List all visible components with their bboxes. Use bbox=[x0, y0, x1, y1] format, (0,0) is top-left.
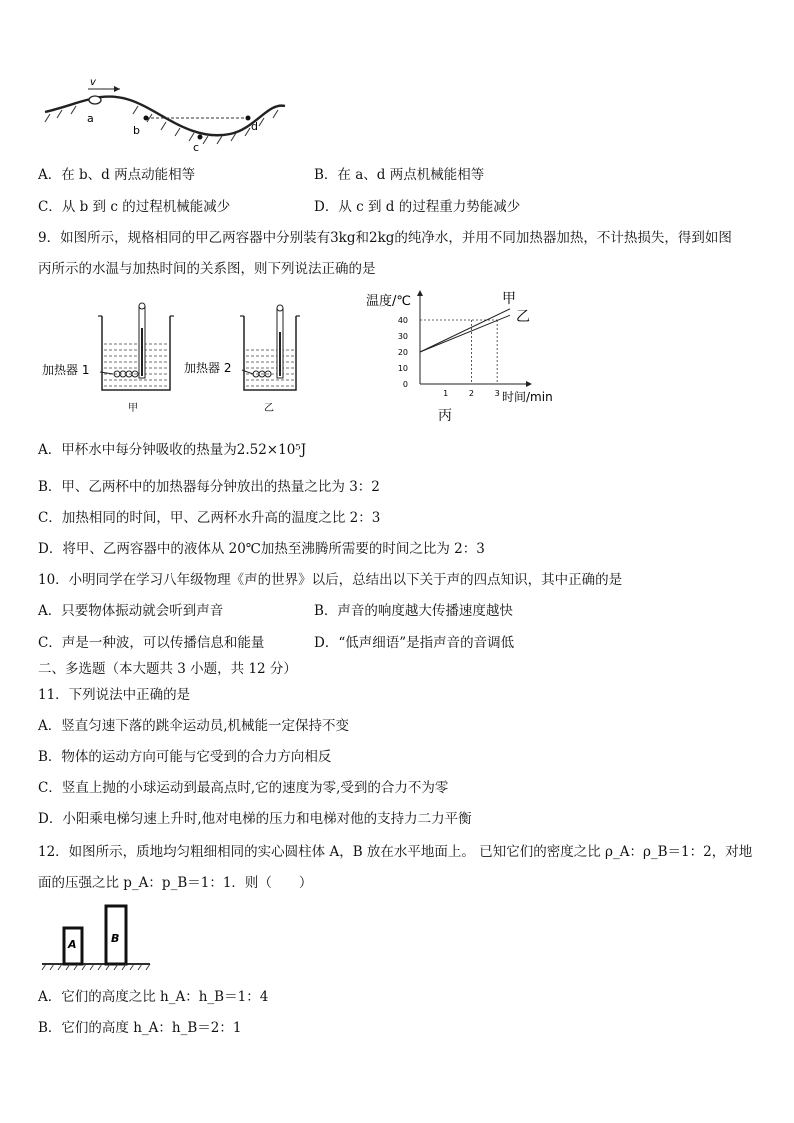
chart-caption: 丙 bbox=[438, 408, 452, 424]
beaker-jia-figure bbox=[40, 298, 180, 418]
label-cylinder-a: A bbox=[68, 938, 77, 951]
q8-option-d: D．从 c 到 d 的过程重力势能减少 bbox=[314, 199, 521, 215]
series-line-2 bbox=[420, 315, 510, 352]
q9-option-c: C．加热相同的时间，甲、乙两杯水升高的温度之比 2：3 bbox=[38, 510, 381, 526]
q9-option-d: D．将甲、乙两容器中的液体从 20℃加热至沸腾所需要的时间之比为 2：3 bbox=[38, 541, 485, 557]
q11-option-b: B．物体的运动方向可能与它受到的合力方向相反 bbox=[38, 749, 332, 765]
q8-option-c: C．从 b 到 c 的过程机械能减少 bbox=[38, 199, 231, 215]
chart-ylabel: 温度/℃ bbox=[366, 294, 411, 309]
heater2-label: 加热器 2 bbox=[184, 361, 232, 375]
q8-option-a: A．在 b、d 两点动能相等 bbox=[38, 167, 196, 183]
beaker-yi-figure bbox=[184, 298, 314, 418]
label-cylinder-b: B bbox=[111, 932, 120, 945]
label-v: v bbox=[90, 77, 96, 88]
q12-stem-line2: 面的压强之比 p_A：p_B＝1：1．则（ ） bbox=[38, 875, 313, 891]
beaker-yi bbox=[244, 316, 296, 390]
x-tick-label: 2 bbox=[468, 389, 474, 398]
label-d: d bbox=[251, 120, 258, 133]
series-label-1: 甲 bbox=[502, 290, 516, 307]
q9-stem-line1: 9．如图所示，规格相同的甲乙两容器中分别装有3kg和2kg的纯净水，并用不同加热器加热，不计热损失，得到如图 bbox=[38, 230, 732, 246]
section-2-heading: 二、多选题（本大题共 3 小题，共 12 分） bbox=[38, 661, 297, 677]
q10-option-b: B．声音的响度越大传播速度越快 bbox=[314, 603, 513, 619]
q9-stem-line2: 丙所示的水温与加热时间的关系图，则下列说法正确的是 bbox=[38, 261, 376, 277]
q10-option-c: C．声是一种波，可以传播信息和能量 bbox=[38, 635, 265, 651]
label-b: b bbox=[133, 124, 140, 137]
series-line-1 bbox=[420, 309, 510, 352]
label-c: c bbox=[193, 141, 200, 152]
y-tick-label: 10 bbox=[397, 364, 408, 373]
q9-option-b: B．甲、乙两杯中的加热器每分钟放出的热量之比为 3：2 bbox=[38, 479, 380, 495]
y-axis-arrow bbox=[417, 290, 423, 296]
temperature-chart bbox=[360, 286, 570, 426]
heater1-label: 加热器 1 bbox=[42, 363, 90, 377]
y-tick-label: 40 bbox=[397, 316, 408, 325]
q11-option-d: D．小阳乘电梯匀速上升时,他对电梯的压力和电梯对他的支持力二力平衡 bbox=[38, 811, 472, 827]
cylinders-figure bbox=[40, 902, 160, 974]
x-tick-label: 3 bbox=[494, 389, 500, 398]
cup-jia-label: 甲 bbox=[128, 403, 138, 414]
q10-option-a: A．只要物体振动就会听到声音 bbox=[38, 603, 224, 619]
q11-stem: 11．下列说法中正确的是 bbox=[38, 687, 191, 703]
series-label-2: 乙 bbox=[516, 309, 530, 326]
cup-yi-label: 乙 bbox=[264, 403, 274, 414]
ball bbox=[89, 96, 101, 104]
q12-option-a: A．它们的高度之比 h_A：h_B＝1：4 bbox=[38, 989, 269, 1005]
beaker-jia bbox=[102, 316, 170, 390]
q10-option-d: D．“低声细语”是指声音的音调低 bbox=[314, 635, 515, 651]
track-figure bbox=[40, 72, 290, 152]
q9-option-a: A．甲杯水中每分钟吸收的热量为2.52×10⁵J bbox=[38, 442, 307, 458]
q12-stem-line1: 12．如图所示，质地均匀粗细相同的实心圆柱体 A，B 放在水平地面上。 已知它们的密度之比 ρ_A：ρ_B＝1：2，对地 bbox=[38, 844, 753, 860]
y-tick-label: 30 bbox=[397, 332, 408, 341]
chart-xlabel: 时间/min bbox=[502, 390, 553, 404]
y-tick-label: 0 bbox=[402, 380, 408, 389]
q10-stem: 10．小明同学在学习八年级物理《声的世界》以后，总结出以下关于声的四点知识，其中正确的是 bbox=[38, 572, 623, 588]
q11-option-c: C．竖直上抛的小球运动到最高点时,它的速度为零,受到的合力不为零 bbox=[38, 780, 449, 796]
q12-option-b: B．它们的高度 h_A：h_B＝2：1 bbox=[38, 1020, 242, 1036]
x-axis-arrow bbox=[526, 381, 532, 387]
q11-option-a: A．竖直匀速下落的跳伞运动员,机械能一定保持不变 bbox=[38, 718, 350, 734]
y-tick-label: 20 bbox=[397, 348, 408, 357]
q8-option-b: B．在 a、d 两点机械能相等 bbox=[314, 167, 485, 183]
x-tick-label: 1 bbox=[443, 389, 449, 398]
label-a: a bbox=[87, 112, 94, 125]
